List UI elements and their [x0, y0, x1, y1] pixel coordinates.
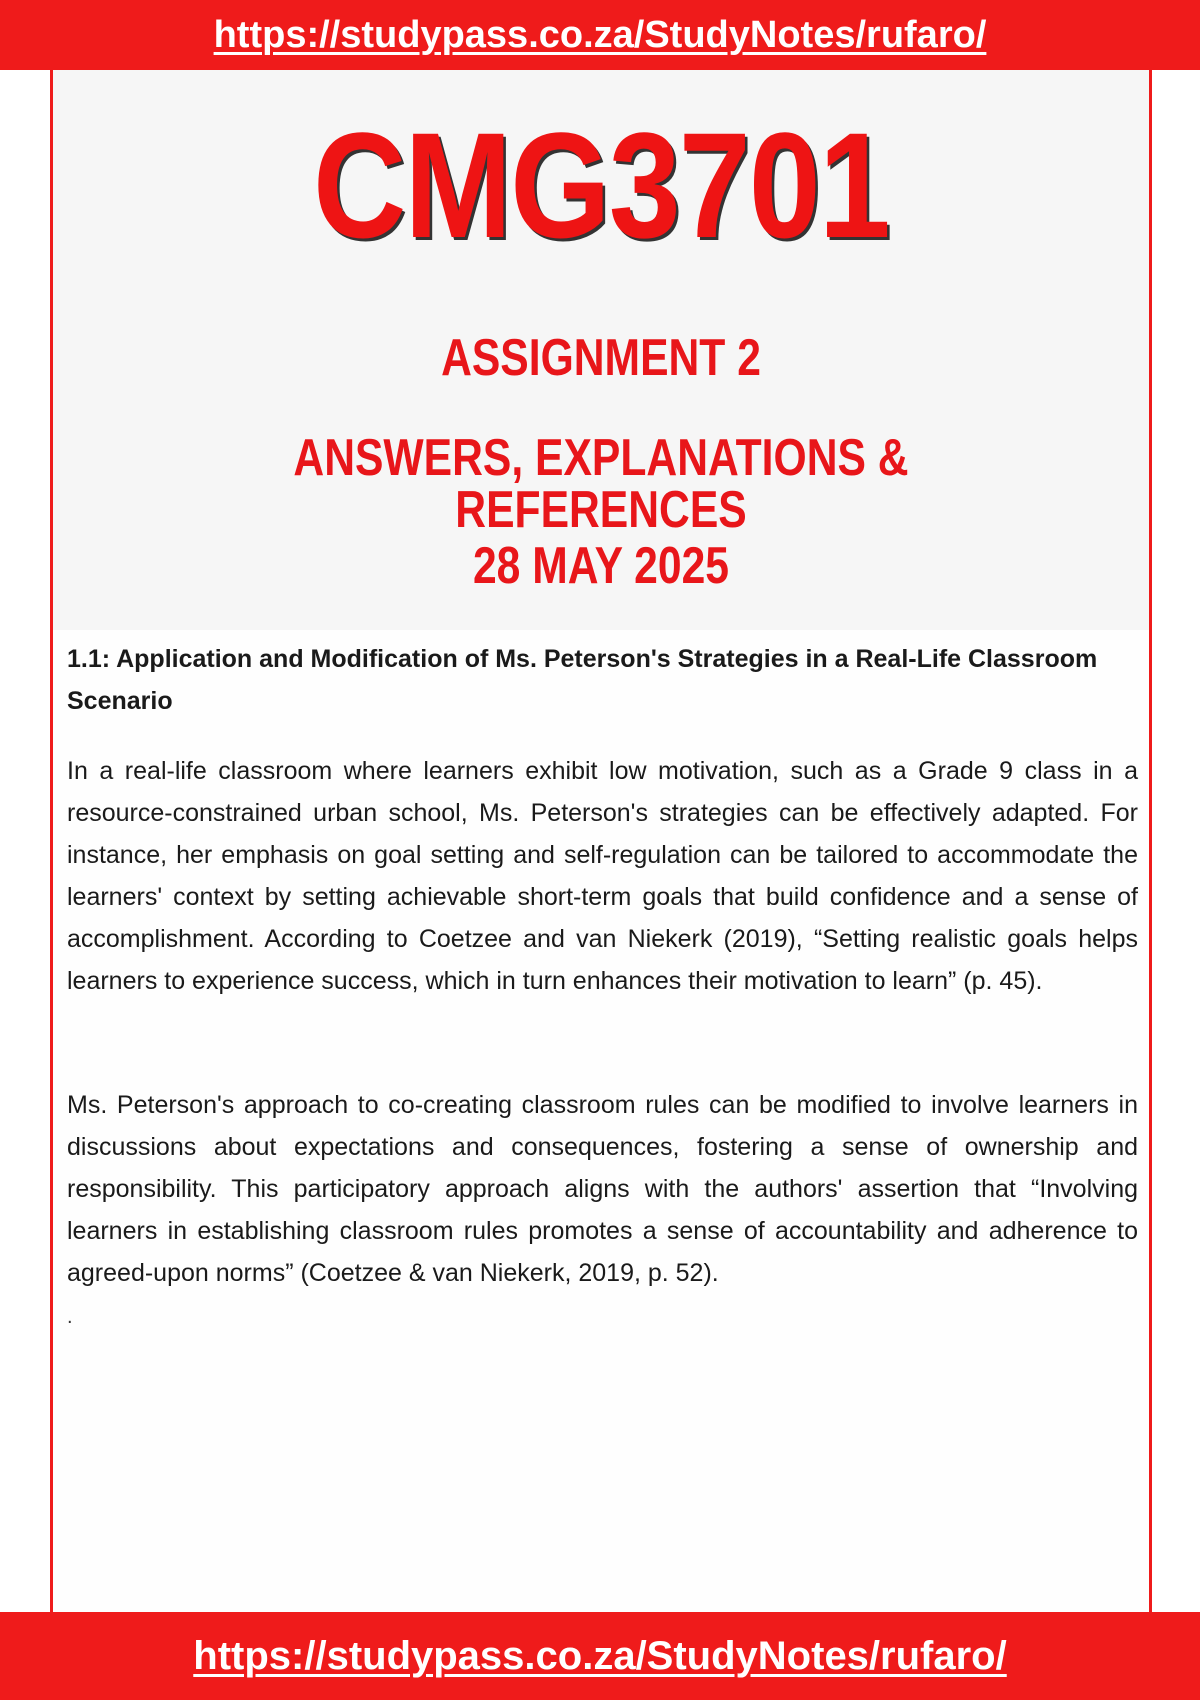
- top-banner-link[interactable]: https://studypass.co.za/StudyNotes/rufaro/: [213, 13, 987, 56]
- top-banner: [0, 0, 1200, 70]
- paragraph-2: Ms. Peterson's approach to co-creating classroom rules can be modified to involve learners in discussions about expectations and consequences, fostering a sense of ownership and responsibility. This participatory approach aligns with the authors' assertion that “Involving learners in establishing classroom rules promotes a sense of accountability and adherence to agreed-upon norms” (Coetzee & van Niekerk, 2019, p. 52).: [67, 1091, 1138, 1287]
- paragraph-1: In a real-life classroom where learners exhibit low motivation, such as a Grade 9 class in a resource-constrained urban school, Ms. Peterson's strategies can be effectively adapted. For instance, her emphasis on goal setting and self-regulation can be tailored to accommodate the learners' context by setting achievable short-term goals that build confidence and a sense of accomplishment. According to Coetzee and van Niekerk (2019), “Setting realistic goals helps learners to experience success, which in turn enhances their motivation to learn” (p. 45).: [67, 757, 1138, 995]
- cover-section: [53, 70, 1149, 630]
- bottom-banner: [0, 1612, 1200, 1700]
- document-page: [50, 70, 1152, 1612]
- assignment-heading: ASSIGNMENT 2: [441, 329, 761, 387]
- date-heading: 28 MAY 2025: [472, 537, 730, 595]
- subtitle-heading: ANSWERS, EXPLANATIONS & REFERENCES: [293, 429, 909, 539]
- section-title: 1.1: Application and Modification of Ms. Peterson's Strategies in a Real-Life Classroom Scenario: [67, 645, 1098, 715]
- trailing-mark: .: [67, 1306, 73, 1328]
- course-code: CMG3701: [313, 101, 889, 269]
- answer-content: [67, 638, 1138, 1332]
- bottom-banner-link[interactable]: https://studypass.co.za/StudyNotes/rufaro/: [193, 1633, 1007, 1678]
